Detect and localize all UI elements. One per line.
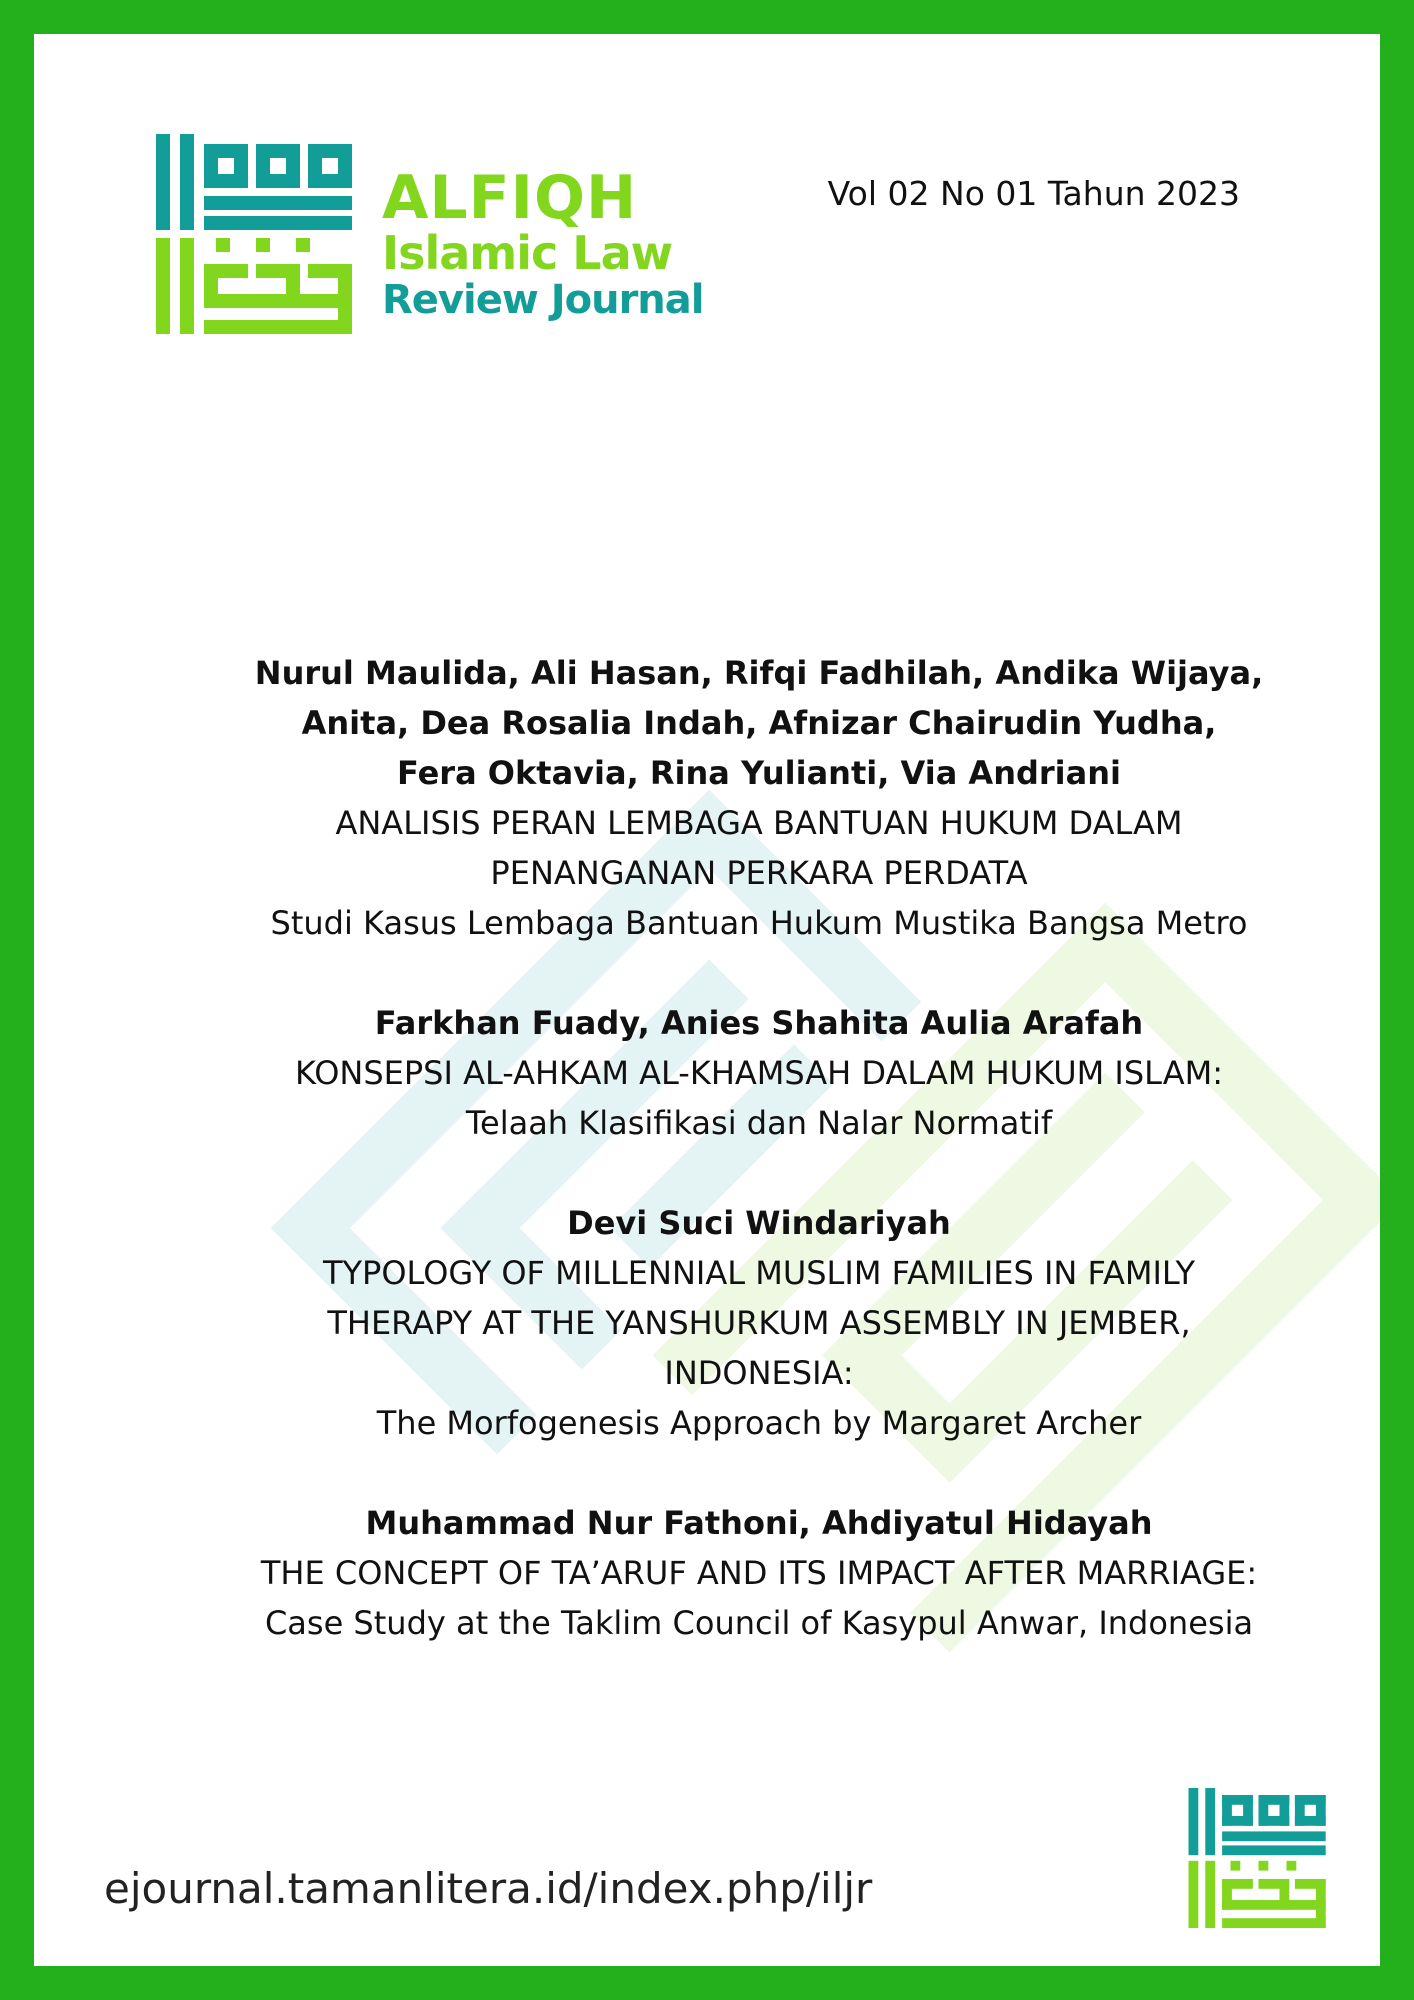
article-title: INDONESIA:: [664, 1354, 854, 1392]
article-title: PENANGANAN PERKARA PERDATA: [490, 854, 1028, 892]
journal-logo-wordmark: [382, 163, 704, 323]
article-entry: [174, 1198, 1344, 1448]
kufic-calligraphy-logo-icon: [156, 134, 366, 334]
article-subtitle: Telaah Klasifikasi dan Nalar Normatif: [465, 1104, 1053, 1142]
article-title: KONSEPSI AL-AHKAM AL-KHAMSAH DALAM HUKUM ISLAM:: [294, 1054, 1224, 1092]
article-authors: Fera Oktavia, Rina Yulianti, Via Andriani: [397, 754, 1121, 792]
article-authors: Muhammad Nur Fathoni, Ahdiyatul Hidayah: [365, 1504, 1153, 1542]
journal-url-link[interactable]: ejournal.tamanlitera.id/index.php/iljr: [104, 1864, 873, 1913]
article-list: [174, 648, 1344, 1698]
kufic-calligraphy-logo-icon: [1188, 1788, 1336, 1928]
volume-issue-label: Vol 02 No 01 Tahun 2023: [827, 174, 1240, 213]
logo-subtitle-2: Review Journal: [382, 277, 704, 323]
article-entry: [174, 648, 1344, 948]
article-title: THE CONCEPT OF TA’ARUF AND ITS IMPACT AFTER MARRIAGE:: [260, 1554, 1258, 1592]
article-entry: [174, 998, 1344, 1148]
logo-title: ALFIQH: [382, 163, 638, 233]
article-title: THERAPY AT THE YANSHURKUM ASSEMBLY IN JEMBER,: [327, 1304, 1191, 1342]
article-subtitle: Studi Kasus Lembaga Bantuan Hukum Mustika Bangsa Metro: [270, 904, 1248, 942]
article-title: ANALISIS PERAN LEMBAGA BANTUAN HUKUM DALAM: [335, 804, 1183, 842]
article-authors: Anita, Dea Rosalia Indah, Afnizar Chairudin Yudha,: [301, 704, 1217, 742]
article-subtitle: Case Study at the Taklim Council of Kasypul Anwar, Indonesia: [264, 1604, 1254, 1642]
article-subtitle: The Morfogenesis Approach by Margaret Archer: [376, 1404, 1142, 1442]
article-authors: Devi Suci Windariyah: [567, 1204, 951, 1242]
logo-subtitle: Islamic Law: [382, 226, 673, 280]
article-entry: [174, 1498, 1344, 1648]
article-authors: Farkhan Fuady, Anies Shahita Aulia Arafah: [374, 1004, 1144, 1042]
article-title: TYPOLOGY OF MILLENNIAL MUSLIM FAMILIES IN FAMILY: [322, 1254, 1196, 1292]
article-authors: Nurul Maulida, Ali Hasan, Rifqi Fadhilah, Andika Wijaya,: [254, 654, 1264, 692]
